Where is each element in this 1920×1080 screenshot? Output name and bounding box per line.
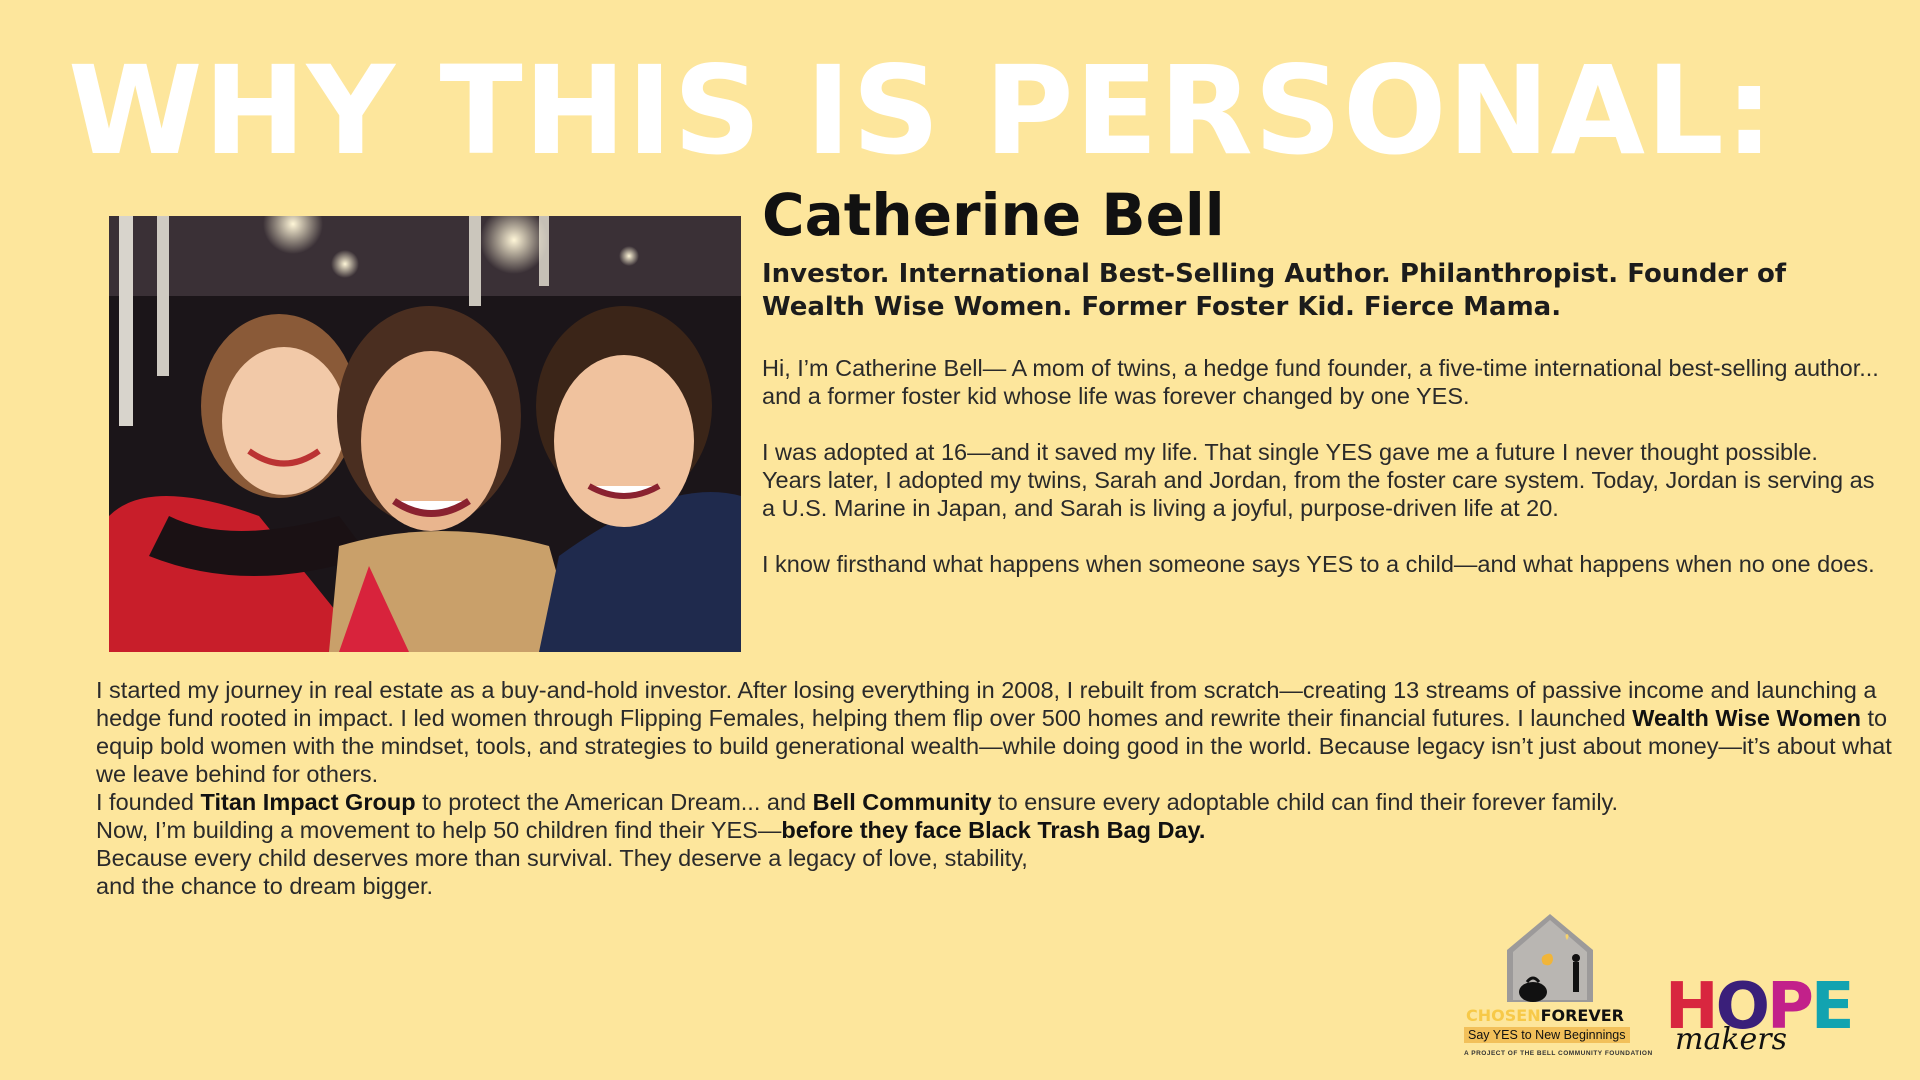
chosen-forever-subtitle: Say YES to New Beginnings bbox=[1464, 1027, 1630, 1043]
hope-letter-o: O bbox=[1715, 970, 1767, 1044]
movement-paragraph bbox=[96, 816, 1896, 844]
chosen-forever-logo bbox=[1460, 912, 1653, 1062]
journey-text-2: to equip bold women with the mindset, tools, and strategies to build generational wealth—while doing good in the world. Because legacy isn’t just about money—it’s about what we leave behind for others. bbox=[96, 705, 1892, 787]
wealth-wise-women-name: Wealth Wise Women bbox=[1632, 705, 1861, 731]
closing-line-1: Because every child deserves more than survival. They deserve a legacy of love, stability, bbox=[96, 845, 1028, 871]
adoption-paragraph: I was adopted at 16—and it saved my life. That single YES gave me a future I never thought possible. Years later, I adopted my twins, Sarah and Jordan, from the foster care system. Today, Jordan is serving as a U.S. Marine in Japan, and Sarah is living a joyful, purpose-driven life at 20. bbox=[762, 438, 1875, 521]
closing-paragraph bbox=[96, 844, 1896, 900]
journey-text-5: to ensure every adoptable child can find their forever family. bbox=[991, 789, 1619, 815]
journey-text-4: to protect the American Dream... and bbox=[415, 789, 813, 815]
journey-text-3: I founded bbox=[96, 789, 201, 815]
partner-logos bbox=[1460, 912, 1860, 1062]
hope-makers-logo bbox=[1665, 970, 1852, 1062]
black-trash-bag-day-phrase: before they face Black Trash Bag Day. bbox=[781, 817, 1206, 843]
chosen-forever-title bbox=[1466, 1006, 1624, 1026]
titan-impact-group-name: Titan Impact Group bbox=[200, 789, 416, 815]
journey-text-1: I started my journey in real estate as a buy-and-hold investor. After losing everything in 2008, I rebuilt from scratch—creating 13 streams of passive income and launching a hedge fund rooted in impact. I led women through Flipping Females, helping them flip over 500 homes and rewrite their financial futures. I launched bbox=[96, 677, 1877, 731]
makers-script: makers bbox=[1675, 1022, 1788, 1057]
closing-line-2: and the chance to dream bigger. bbox=[96, 873, 434, 899]
profile-name: Catherine Bell bbox=[762, 181, 1225, 249]
family-photo-image bbox=[109, 216, 741, 652]
hope-letter-h: H bbox=[1665, 970, 1716, 1044]
movement-text: Now, I’m building a movement to help 50 children find their YES— bbox=[96, 817, 782, 843]
family-photo bbox=[109, 216, 741, 652]
bio-intro bbox=[762, 181, 1882, 578]
hope-letter-e: E bbox=[1810, 970, 1852, 1044]
bell-community-name: Bell Community bbox=[812, 789, 992, 815]
chosen-forever-tagline: A PROJECT OF THE BELL COMMUNITY FOUNDATION bbox=[1464, 1050, 1653, 1057]
bio-journey bbox=[96, 676, 1896, 900]
house-icon bbox=[1505, 912, 1595, 1004]
page-headline: WHY THIS IS PERSONAL: bbox=[68, 40, 1775, 182]
hope-letter-p: P bbox=[1766, 970, 1811, 1044]
intro-paragraph: Hi, I’m Catherine Bell— A mom of twins, a hedge fund founder, a five-time international best-selling author... and a former foster kid whose life was forever changed by one YES. bbox=[762, 354, 1879, 409]
chosen-word: CHOSEN bbox=[1466, 1006, 1541, 1025]
journey-paragraph bbox=[96, 676, 1896, 816]
profile-tagline: Investor. International Best-Selling Author. Philanthropist. Founder of Wealth Wise Women. Former Foster Kid. Fierce Mama. bbox=[762, 258, 1787, 322]
firsthand-paragraph: I know firsthand what happens when someone says YES to a child—and what happens when no one does. bbox=[762, 550, 1875, 577]
forever-word: FOREVER bbox=[1540, 1006, 1624, 1025]
